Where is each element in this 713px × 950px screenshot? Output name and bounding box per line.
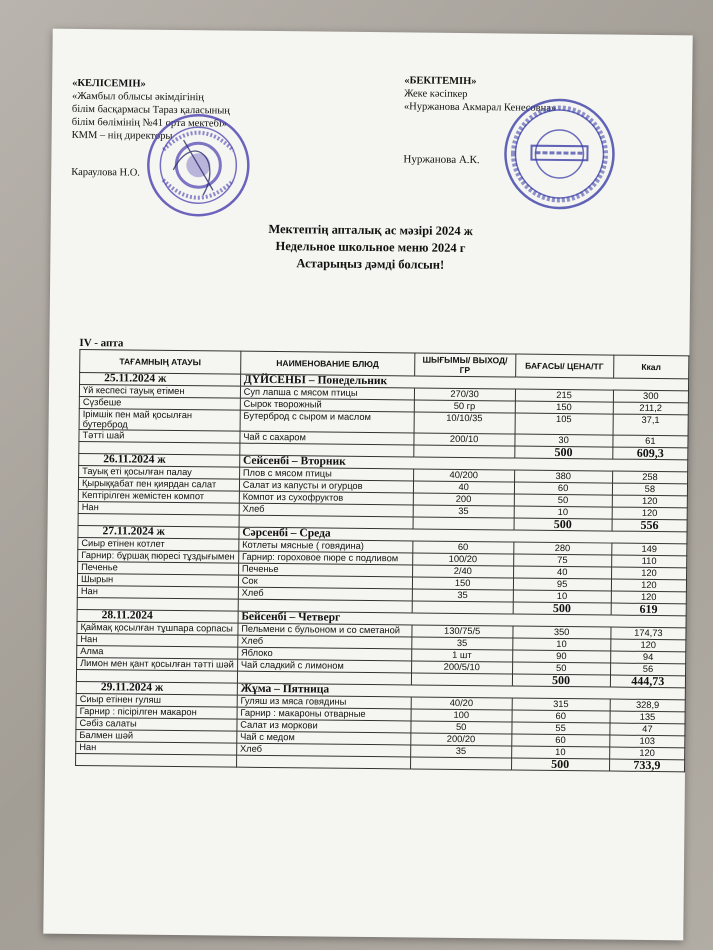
cell: Нан [77,585,238,599]
cell: Чай с сахаром [240,431,414,445]
cell: Лимон мен қант қосылған тәтті шәй [77,657,238,671]
title-kazakh: Мектептің апталық ас мәзірі 2024 ж [268,221,473,239]
cell: Шырын [77,573,238,587]
entrepreneur-seal-icon [499,93,620,214]
cell: 56 [610,663,685,676]
cell: Яблоко [237,647,411,661]
cell: 200/20 [411,733,512,746]
cell: Кептірілген жемістен компот [78,489,239,503]
cell: 94 [610,651,685,664]
cell: Нан [78,501,239,515]
total-kcal: 444,73 [610,675,685,688]
school-seal-icon [143,110,254,221]
day-name: ДҮЙСЕНБІ – Понедельник [240,374,688,391]
title-wish: Астарыңыз дәмді болсын! [296,256,445,272]
total-kcal: 619 [611,603,686,616]
cell: Печенье [238,563,412,577]
approval-left-line: «Жамбыл облысы әкімдігінің [71,90,205,104]
cell: 40 [513,566,611,579]
cell: 10 [514,506,612,519]
cell: 150 [515,401,613,414]
cell: Хлеб [236,743,410,757]
cell: 120 [612,495,687,508]
approval-left-line: КММ – нің директоры [71,129,173,142]
approval-left-line: білім бөлімінің №41 орта мектебі» [71,116,228,130]
total-price: 500 [511,758,609,771]
day-name: Сәрсенбі – Среда [239,527,687,544]
cell: 105 [515,413,614,435]
cell: 1 шт [412,649,513,662]
cell: 120 [611,579,686,592]
cell: 328,9 [610,699,685,712]
cell: Үй кеспесі тауық етімен [79,384,240,398]
cell: Тауық еті қосылған палау [79,465,240,479]
cell: Қаймақ қосылған тұшпара сорпасы [77,621,238,635]
cell: 2/40 [412,565,513,578]
cell: 149 [612,543,687,556]
total-price: 500 [512,674,610,687]
cell: 350 [512,626,610,639]
document-titles [50,219,690,277]
approval-right-title: «БЕКІТЕМІН» [404,75,477,88]
cell: 100/20 [413,553,514,566]
column-header: НАИМЕНОВАНИЕ БЛЮД [240,351,414,376]
approval-left-title: «КЕЛІСЕМІН» [72,77,146,90]
cell: 58 [612,483,687,496]
cell: Нан [77,633,238,647]
cell: Сәбіз салаты [76,717,237,731]
cell: 35 [411,745,512,758]
cell: Компот из сухофруктов [239,491,413,505]
column-header: БАҒАСЫ/ ЦЕНА/ТГ [515,354,614,378]
approval-left-line: білім басқармасы Тараз қаласының [71,103,231,117]
cell: Сырок творожный [240,398,414,412]
cell: 103 [610,735,685,748]
cell [412,601,513,614]
cell: 135 [610,711,685,724]
cell: Сиыр етінен гуляш [76,693,237,707]
total-price: 500 [514,518,612,531]
column-header: Ккал [613,355,688,379]
cell: 61 [613,435,688,448]
cell: 100 [411,709,512,722]
cell: Суп лапша с мясом птицы [240,386,414,400]
cell: 110 [611,555,686,568]
cell: Алма [77,645,238,659]
cell: 40/200 [413,469,514,482]
cell: Хлеб [238,635,412,649]
menu-table [75,349,689,772]
day-date: 29.11.2024 ж [76,681,237,695]
cell: 200/5/10 [411,661,512,674]
cell [413,517,514,530]
cell: Гарнир: бұршақ пюресі тұздығымен [78,549,239,563]
cell: 280 [513,542,611,555]
cell: Балмен шәй [76,729,237,743]
cell: Салат из капусты и огурцов [239,479,413,493]
cell: 60 [512,710,610,723]
cell: 300 [613,390,688,403]
cell: Гуляш из мяса говядины [237,695,411,709]
column-header: ТАҒАМНЫҢ АТАУЫ [80,349,241,374]
week-label: IV - апта [79,336,124,350]
menu-document [43,29,692,941]
cell: Бутерброд с сыром и маслом [240,410,414,433]
cell: 380 [514,470,612,483]
cell: 174,73 [611,627,686,640]
cell: 90 [512,650,610,663]
cell: 35 [412,589,513,602]
cell: Чай сладкий с лимоном [237,659,411,673]
cell [414,445,515,458]
approval-left-signatory: Караулова Н.О. [71,166,141,179]
cell: 60 [511,734,609,747]
cell: Ірімшік пен май қосылған бутерброд [79,408,240,431]
total-kcal: 733,9 [609,759,684,772]
cell: 50 [411,721,512,734]
cell: 215 [515,389,613,402]
day-name: Сейсенбі – Вторник [239,455,687,472]
day-name: Жұма – Пятница [237,683,685,700]
cell: Сиыр етінен котлет [78,537,239,551]
cell: Пельмени с бульоном и со сметаной [238,623,412,637]
cell [411,673,512,686]
cell: Печенье [78,561,239,575]
cell: 50 [512,662,610,675]
cell: 200/10 [414,433,515,446]
day-date: 28.11.2024 [77,609,238,623]
approval-right-line: «Нуржанова Акмарал Кенесовна» [403,101,557,114]
cell: 47 [610,723,685,736]
column-header: ШЫҒЫМЫ/ ВЫХОД/ГР [415,353,516,377]
cell: 211,2 [613,402,688,415]
cell: Хлеб [238,587,412,601]
day-date: 25.11.2024 ж [80,372,241,386]
cell: 120 [611,567,686,580]
cell: 10 [512,638,610,651]
cell: 35 [413,505,514,518]
cell: 50 гр [414,400,515,413]
cell: Гарнир: гороховое пюре с подливом [238,551,412,565]
cell: Котлеты мясные ( говядина) [239,539,413,553]
cell: 200 [413,493,514,506]
cell [76,753,237,767]
cell: Қырыққабат пен қиярдан салат [78,477,239,491]
cell: 120 [611,591,686,604]
total-price: 500 [514,446,612,459]
cell: Салат из моркови [237,719,411,733]
cell: 120 [611,639,686,652]
cell: 37,1 [613,414,688,436]
cell: 60 [413,541,514,554]
cell: 55 [511,722,609,735]
cell [236,755,410,769]
cell: 75 [513,554,611,567]
cell: 10/10/35 [414,412,515,434]
cell: Плов с мясом птицы [239,467,413,481]
total-kcal: 556 [612,519,687,532]
cell: 95 [513,578,611,591]
cell: 40 [413,481,514,494]
total-price: 500 [513,602,611,615]
cell: Сок [238,575,412,589]
cell: 50 [514,494,612,507]
cell [410,757,511,770]
day-date: 27.11.2024 ж [78,525,239,539]
cell: Сүзбеше [79,396,240,410]
cell: 130/75/5 [412,625,513,638]
total-kcal: 609,3 [613,447,688,460]
cell: 10 [511,746,609,759]
cell: 35 [412,637,513,650]
cell: 258 [612,471,687,484]
title-russian: Недельное школьное меню 2024 г [275,239,466,256]
day-date: 26.11.2024 ж [79,453,240,467]
cell: 40/20 [411,697,512,710]
cell: Гарнир : макароны отварные [237,707,411,721]
cell: Нан [76,741,237,755]
cell: 30 [514,434,612,447]
cell: 120 [612,507,687,520]
approval-right-signatory: Нуржанова А.К. [403,153,480,167]
approval-right-line: Жеке кәсіпкер [404,88,468,101]
cell: 270/30 [414,388,515,401]
cell: 10 [513,590,611,603]
cell: 150 [412,577,513,590]
day-name: Бейсенбі – Четверг [238,611,686,628]
cell: 60 [514,482,612,495]
cell: Хлеб [239,503,413,517]
cell: Тәтті шай [79,429,240,443]
cell: 315 [512,698,610,711]
cell: 120 [609,747,684,760]
cell: Гарнир : пісірілген макарон [76,705,237,719]
cell: Чай с медом [237,731,411,745]
